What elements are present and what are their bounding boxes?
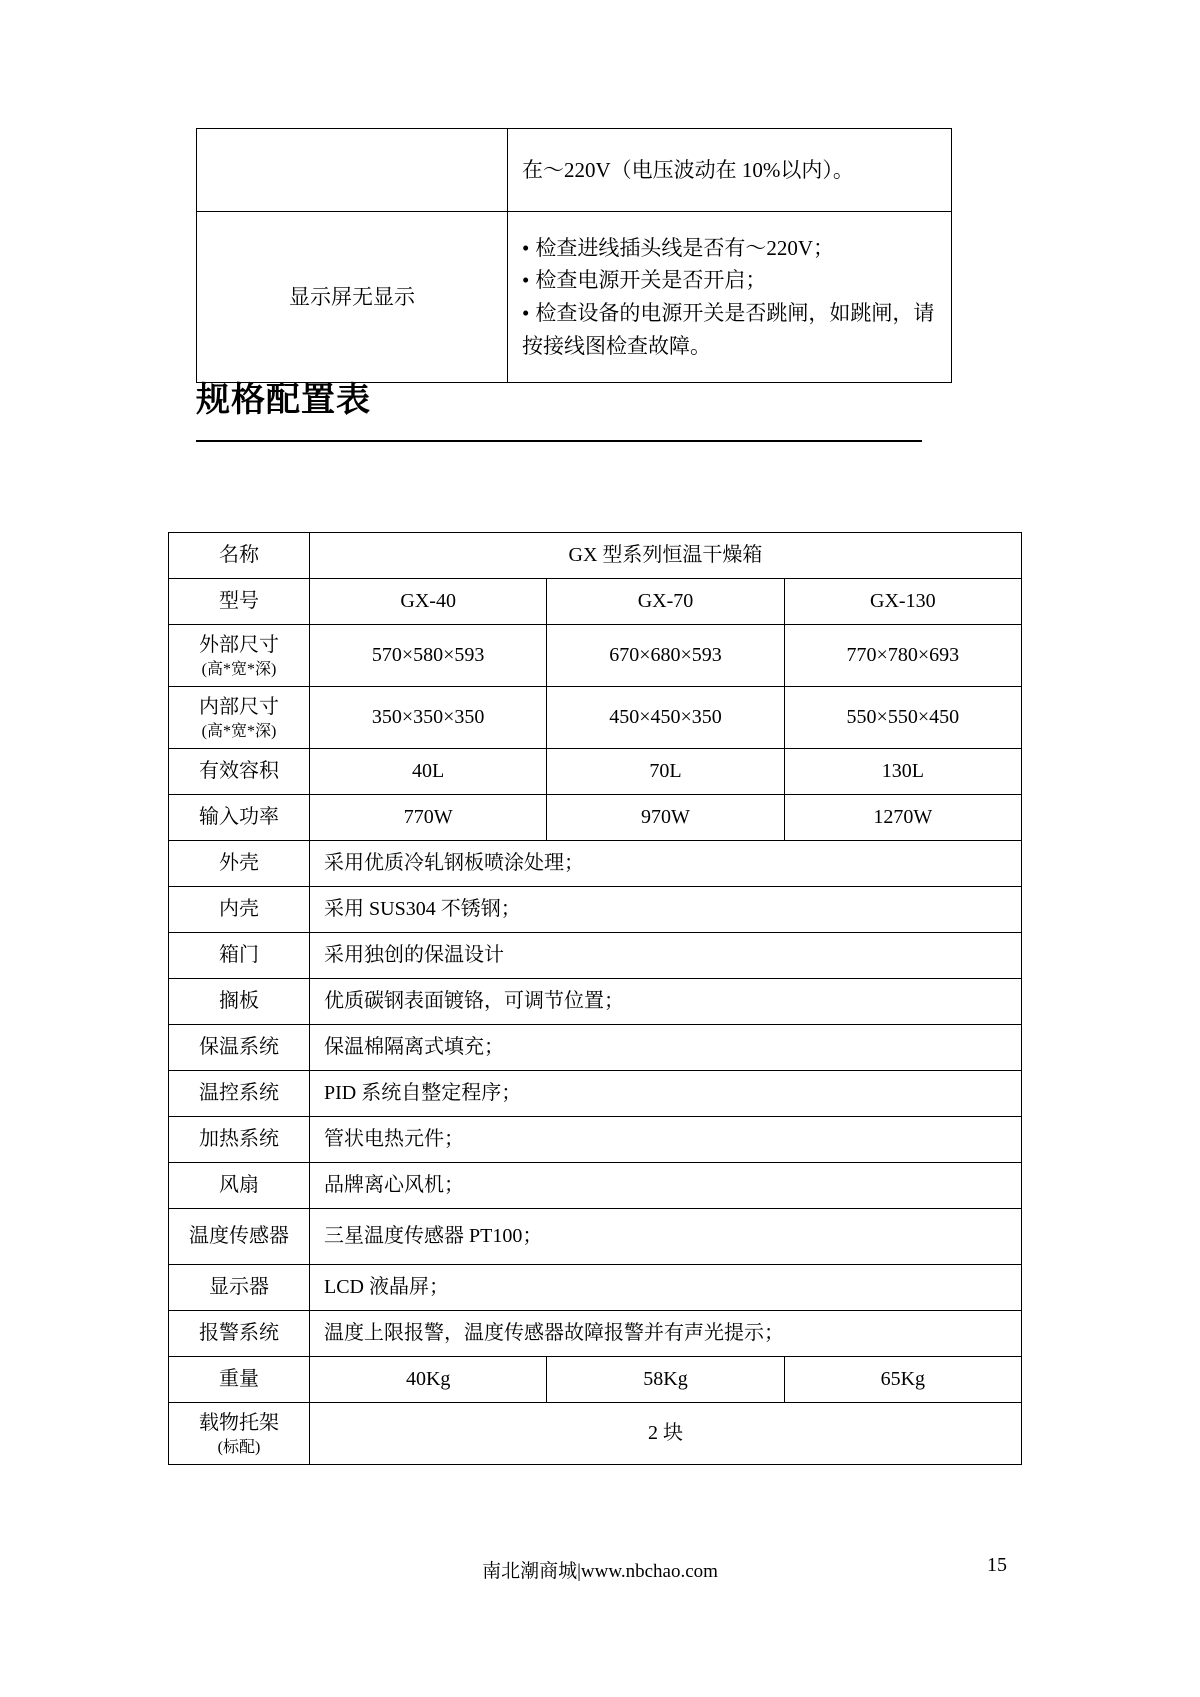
spec-value-cell bbox=[310, 979, 1022, 1025]
spec-value-text: 58Kg bbox=[643, 1368, 688, 1390]
spec-key-label: 内部尺寸 bbox=[199, 695, 279, 718]
spec-value-text: 1270W bbox=[873, 806, 933, 828]
bullet-continuation-text: 按接线图检查故障。 bbox=[522, 333, 711, 358]
bullet-item bbox=[522, 232, 937, 265]
spec-key-label: 搁板 bbox=[219, 990, 259, 1012]
table-row bbox=[169, 579, 1022, 625]
table-row bbox=[169, 1071, 1022, 1117]
table-row bbox=[169, 1209, 1022, 1265]
table-row bbox=[169, 1117, 1022, 1163]
spec-value-text: GX-130 bbox=[870, 590, 936, 612]
spec-key-sublabel: (标配) bbox=[217, 1438, 261, 1456]
bullet-item bbox=[522, 297, 937, 330]
table-row bbox=[169, 749, 1022, 795]
spec-key-label: 有效容积 bbox=[199, 760, 279, 782]
spec-key-cell bbox=[169, 1071, 310, 1117]
spec-value-text: 570×580×593 bbox=[371, 644, 485, 666]
table-row bbox=[169, 841, 1022, 887]
spec-key-label: 温控系统 bbox=[199, 1082, 279, 1104]
spec-value-cell bbox=[784, 579, 1021, 625]
bullet-dot-icon: • bbox=[522, 235, 530, 260]
spec-key-cell bbox=[169, 933, 310, 979]
spec-value-cell bbox=[784, 795, 1021, 841]
specification-table-body bbox=[169, 533, 1022, 1465]
spec-value-text: 40Kg bbox=[405, 1368, 451, 1390]
spec-value-cell bbox=[310, 1403, 1022, 1465]
spec-value-cell bbox=[310, 1209, 1022, 1265]
spec-key-label: 重量 bbox=[219, 1368, 259, 1390]
spec-value-text: LCD 液晶屏； bbox=[324, 1276, 449, 1298]
troubleshooting-action-cell bbox=[508, 212, 952, 383]
spec-value-cell bbox=[310, 1265, 1022, 1311]
table-row bbox=[169, 887, 1022, 933]
spec-value-cell bbox=[310, 1163, 1022, 1209]
spec-key-label: 外壳 bbox=[219, 852, 259, 874]
table-row bbox=[197, 212, 952, 383]
heading-divider bbox=[196, 440, 922, 442]
bullet-dot-icon: • bbox=[522, 301, 530, 325]
spec-key-cell bbox=[169, 979, 310, 1025]
spec-value-text: 770W bbox=[403, 806, 453, 828]
spec-key-cell bbox=[169, 795, 310, 841]
spec-key-cell bbox=[169, 749, 310, 795]
spec-value-cell bbox=[784, 625, 1021, 687]
spec-value-cell bbox=[547, 687, 784, 749]
table-row bbox=[169, 1025, 1022, 1071]
spec-key-label: 型号 bbox=[219, 590, 259, 612]
spec-value-text: 130L bbox=[881, 760, 924, 782]
spec-value-cell bbox=[310, 1025, 1022, 1071]
spec-value-cell bbox=[547, 579, 784, 625]
spec-key-cell bbox=[169, 1357, 310, 1403]
spec-value-text: 2 块 bbox=[648, 1422, 683, 1444]
spec-value-text: 65Kg bbox=[880, 1368, 926, 1390]
spec-key-cell bbox=[169, 1403, 310, 1465]
spec-value-cell bbox=[784, 687, 1021, 749]
spec-value-cell bbox=[310, 887, 1022, 933]
spec-key-cell bbox=[169, 1265, 310, 1311]
spec-key-label: 显示器 bbox=[209, 1276, 269, 1298]
spec-value-text: GX-40 bbox=[400, 590, 456, 612]
troubleshooting-action-cell bbox=[508, 129, 952, 212]
spec-value-text: 采用独创的保温设计 bbox=[324, 944, 504, 966]
table-row bbox=[169, 795, 1022, 841]
voltage-note-text: 在～220V（电压波动在 10%以内）。 bbox=[522, 157, 854, 182]
spec-key-label: 输入功率 bbox=[199, 806, 279, 828]
table-row bbox=[169, 1163, 1022, 1209]
spec-value-cell bbox=[547, 1357, 784, 1403]
spec-value-text: 550×550×450 bbox=[846, 706, 960, 728]
spec-key-cell bbox=[169, 1117, 310, 1163]
table-row bbox=[169, 1357, 1022, 1403]
spec-key-label: 温度传感器 bbox=[189, 1225, 289, 1247]
spec-value-text: 350×350×350 bbox=[371, 706, 485, 728]
bullet-text: 检查进线插头线是否有～220V； bbox=[535, 235, 835, 260]
spec-key-cell bbox=[169, 1311, 310, 1357]
spec-value-text: 管状电热元件； bbox=[324, 1128, 464, 1150]
spec-value-text: 三星温度传感器 PT100； bbox=[324, 1225, 543, 1247]
spec-value-text: 70L bbox=[649, 760, 682, 782]
spec-value-cell bbox=[310, 579, 547, 625]
spec-value-text: 450×450×350 bbox=[609, 706, 722, 728]
spec-value-cell bbox=[784, 1357, 1021, 1403]
spec-value-cell bbox=[547, 625, 784, 687]
spec-key-label: 外部尺寸 bbox=[199, 633, 279, 656]
spec-value-text: 优质碳钢表面镀铬，可调节位置； bbox=[324, 990, 624, 1012]
spec-key-cell bbox=[169, 687, 310, 749]
spec-value-text: GX-70 bbox=[637, 590, 694, 612]
table-row bbox=[169, 687, 1022, 749]
spec-key-label: 保温系统 bbox=[199, 1036, 279, 1058]
spec-value-cell bbox=[310, 795, 547, 841]
spec-key-cell bbox=[169, 533, 310, 579]
table-row bbox=[197, 129, 952, 212]
spec-value-cell bbox=[547, 749, 784, 795]
table-row bbox=[169, 1403, 1022, 1465]
spec-value-text: GX 型系列恒温干燥箱 bbox=[568, 544, 763, 566]
spec-value-text: PID 系统自整定程序； bbox=[324, 1082, 522, 1104]
troubleshooting-table bbox=[196, 128, 952, 383]
page-title: 规格配置表 bbox=[196, 380, 371, 420]
spec-value-cell bbox=[310, 687, 547, 749]
spec-value-cell bbox=[310, 1071, 1022, 1117]
spec-value-text: 40L bbox=[412, 760, 445, 782]
footer-site: 南北潮商城|www.nbchao.com bbox=[482, 1561, 718, 1582]
spec-key-label: 报警系统 bbox=[199, 1322, 279, 1344]
page-number: 15 bbox=[987, 1554, 1007, 1576]
spec-value-text: 670×680×593 bbox=[609, 644, 722, 666]
spec-value-text: 采用 SUS304 不锈钢； bbox=[324, 898, 521, 920]
troubleshooting-table-body bbox=[197, 129, 952, 383]
table-row bbox=[169, 1311, 1022, 1357]
spec-value-cell bbox=[310, 625, 547, 687]
bullet-dot-icon: • bbox=[522, 268, 530, 293]
spec-key-label: 名称 bbox=[219, 544, 259, 566]
spec-value-cell bbox=[310, 841, 1022, 887]
table-row bbox=[169, 1265, 1022, 1311]
table-row bbox=[169, 933, 1022, 979]
spec-value-cell bbox=[310, 1357, 547, 1403]
spec-key-label: 载物托架 bbox=[199, 1411, 279, 1434]
spec-value-text: 970W bbox=[641, 806, 690, 828]
spec-key-label: 箱门 bbox=[219, 944, 259, 966]
spec-value-cell bbox=[310, 1311, 1022, 1357]
spec-value-text: 品牌离心风机； bbox=[324, 1174, 464, 1196]
spec-key-sublabel: (高*宽*深) bbox=[201, 722, 277, 740]
spec-key-cell bbox=[169, 1209, 310, 1265]
spec-key-label: 内壳 bbox=[219, 898, 259, 920]
spec-key-cell bbox=[169, 1163, 310, 1209]
spec-value-cell bbox=[784, 749, 1021, 795]
spec-key-cell bbox=[169, 841, 310, 887]
troubleshooting-symptom-cell bbox=[197, 129, 508, 212]
spec-key-sublabel: (高*宽*深) bbox=[201, 660, 277, 678]
spec-key-label: 加热系统 bbox=[199, 1128, 279, 1150]
spec-value-text: 温度上限报警，温度传感器故障报警并有声光提示； bbox=[324, 1322, 784, 1344]
spec-key-cell bbox=[169, 887, 310, 933]
table-row bbox=[169, 625, 1022, 687]
table-row bbox=[169, 533, 1022, 579]
spec-value-text: 保温棉隔离式填充； bbox=[324, 1036, 504, 1058]
spec-key-cell bbox=[169, 579, 310, 625]
spec-value-cell bbox=[310, 933, 1022, 979]
spec-value-cell bbox=[310, 533, 1022, 579]
spec-value-cell bbox=[310, 749, 547, 795]
spec-key-cell bbox=[169, 1025, 310, 1071]
spec-key-label: 风扇 bbox=[219, 1174, 259, 1196]
table-row bbox=[169, 979, 1022, 1025]
bullet-item bbox=[522, 264, 937, 297]
spec-value-text: 采用优质冷轧钢板喷涂处理； bbox=[324, 852, 584, 874]
specification-table bbox=[168, 532, 1022, 1465]
bullet-text: 检查设备的电源开关是否跳闸，如跳闸，请 bbox=[535, 301, 935, 325]
spec-value-text: 770×780×693 bbox=[846, 644, 960, 666]
spec-value-cell bbox=[547, 795, 784, 841]
troubleshooting-symptom-cell: 显示屏无显示 bbox=[197, 212, 508, 383]
spec-key-cell bbox=[169, 625, 310, 687]
bullet-text: 检查电源开关是否开启； bbox=[535, 268, 767, 293]
spec-value-cell bbox=[310, 1117, 1022, 1163]
